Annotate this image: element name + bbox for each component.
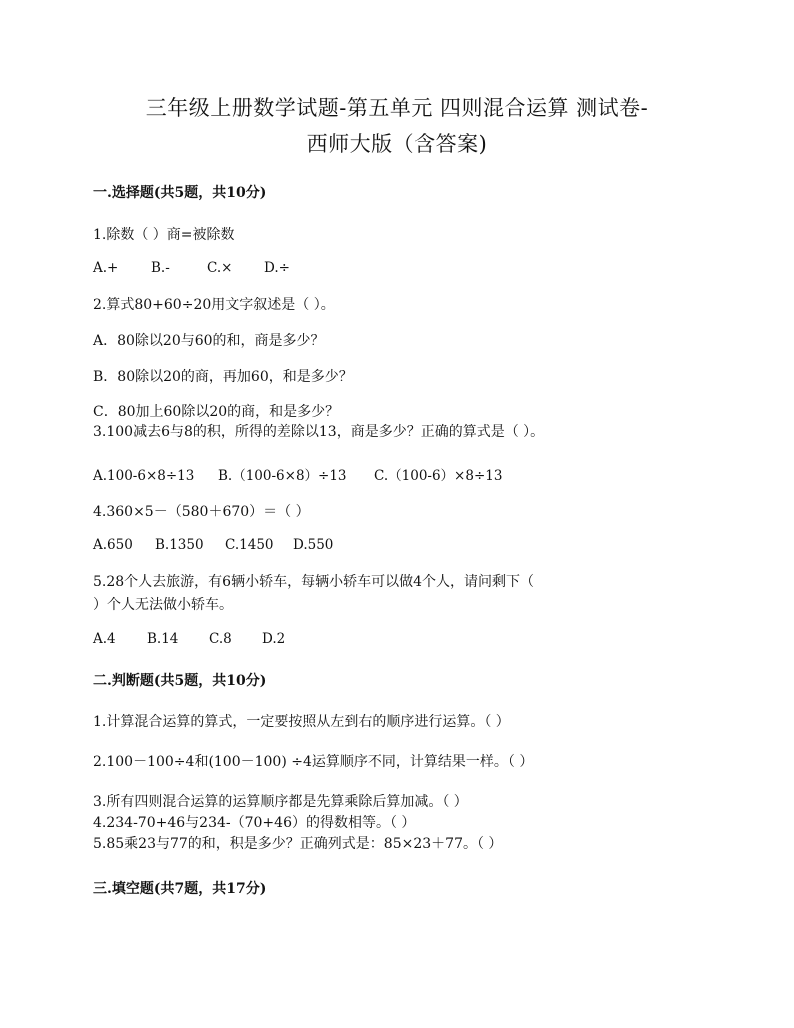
q5-stem-line2: ）个人无法做小轿车。 bbox=[93, 597, 233, 613]
page-title-line2: 西师大版（含答案) bbox=[306, 132, 488, 156]
q1-option-c: C.× bbox=[207, 260, 233, 276]
q3-options bbox=[93, 464, 502, 484]
q1-option-d: D.÷ bbox=[264, 260, 290, 276]
q4-option-a: A.650 bbox=[93, 537, 133, 553]
q3-stem: 3.100减去6与8的积，所得的差除以13，商是多少？正确的算式是（ ）。 bbox=[93, 424, 545, 440]
q5-option-d: D.2 bbox=[262, 631, 286, 647]
q2-option-a: A．80除以20与60的和，商是多少？ bbox=[93, 333, 325, 349]
q3-option-a: A.100-6×8÷13 bbox=[93, 468, 195, 484]
q4-stem: 4.360×5－（580＋670）＝（ ） bbox=[93, 504, 310, 520]
judge-item-3: 3.所有四则混合运算的运算顺序都是先算乘除后算加减。（ ） bbox=[93, 794, 468, 810]
q2-option-c: C．80加上60除以20的商，和是多少？ bbox=[93, 404, 340, 420]
q5-stem-line1: 5.28个人去旅游，有6辆小轿车，每辆小轿车可以做4个人，请问剩下（ bbox=[93, 574, 534, 590]
q5-options bbox=[93, 631, 285, 647]
judge-item-2: 2.100－100÷4和(100－100) ÷4运算顺序不同，计算结果一样。（ ） bbox=[93, 754, 534, 770]
q1-option-b: B.- bbox=[151, 260, 170, 276]
q2-stem: 2.算式80+60÷20用文字叙述是（ ）。 bbox=[93, 297, 335, 313]
q4-options bbox=[93, 537, 333, 553]
q4-option-c: C.1450 bbox=[225, 537, 274, 553]
q5-option-b: B.14 bbox=[147, 631, 179, 647]
q1-options bbox=[93, 260, 290, 276]
q5-option-c: C.8 bbox=[209, 631, 232, 647]
judge-item-5: 5.85乘23与77的和，积是多少？正确列式是：85×23＋77。（ ） bbox=[93, 836, 503, 852]
page-title-line1: 三年级上册数学试题-第五单元 四则混合运算 测试卷- bbox=[145, 96, 649, 120]
q4-option-b: B.1350 bbox=[155, 537, 204, 553]
judge-item-1: 1.计算混合运算的算式，一定要按照从左到右的顺序进行运算。（ ） bbox=[93, 714, 510, 730]
q1-stem: 1.除数（ ）商=被除数 bbox=[93, 227, 235, 243]
q1-option-a: A.+ bbox=[93, 260, 119, 276]
judge-item-4: 4.234-70+46与234-（70+46）的得数相等。（ ） bbox=[93, 815, 416, 831]
q3-option-b: B.（100-6×8）÷13 bbox=[218, 468, 347, 484]
q4-option-d: D.550 bbox=[293, 537, 334, 553]
section2-heading: 二.判断题(共5题，共10分) bbox=[93, 673, 267, 689]
section1-heading: 一.选择题(共5题，共10分) bbox=[93, 185, 267, 201]
q3-option-c: C.（100-6）×8÷13 bbox=[374, 468, 503, 484]
section3-heading: 三.填空题(共7题，共17分) bbox=[93, 881, 267, 897]
q2-option-b: B．80除以20的商，再加60，和是多少？ bbox=[93, 369, 353, 385]
q5-option-a: A.4 bbox=[93, 631, 116, 647]
